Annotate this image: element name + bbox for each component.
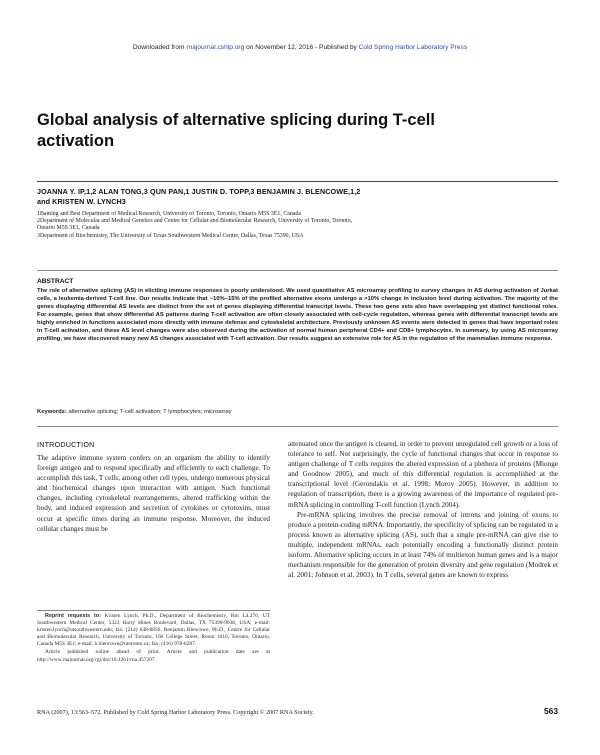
- download-prefix: Downloaded from: [132, 44, 187, 51]
- left-column: [37, 453, 270, 534]
- reprint-label: Reprint requests to:: [45, 613, 101, 619]
- article-note: Article published online ahead of print. Article and publication date are at http://www.rnajournal.org/cgi/doi/10.1261/rna.457207.: [37, 649, 270, 663]
- publisher-link[interactable]: Cold Spring Harbor Laboratory Press: [358, 44, 468, 51]
- intro-paragraph-2: Pre-mRNA splicing involves the precise removal of introns and joining of exons to produce a protein-coding mRNA. Importantly, the specificity of splicing can be regulated in a process known as alternative splicing (AS), such that a single pre-mRNA can give rise to multiple, independent mRNAs, each potentially encoding a functionally distinct protein isoform. Alternative splicing occurs in at least 74% of multiexon human genes and is a major mechanism responsible for the generation of protein diversity and gene regulation (Modrek et al. 2001; Johnson et al. 2003). In T cells, several genes are known to express: [288, 510, 558, 580]
- keywords: [37, 409, 558, 415]
- affiliation-2-cont: Ontario M5S 3E1, Canada: [37, 225, 100, 232]
- title-divider: [37, 181, 558, 182]
- reprint-note: [37, 613, 270, 648]
- intro-paragraph-1: The adaptive immune system confers on an organism the ability to identify foreign antigen and to respond specifically and efficiently to each challenge. To accomplish this task, T cells, among other cell types, undergo numerous physical and biochemical changes upon interaction with antigen. Such functional changes, including cytoskeletal rearrangements, altered trafficking within the body, and induced expression and secretion of cytokines or cytotoxins, must occur at specific times during an immune response. Moreover, the induced cellular changes must be: [37, 454, 270, 533]
- affiliation-1: 1Banting and Best Department of Medical Research, University of Toronto, Toronto, Ontario M5S 3E1, Canada: [37, 211, 301, 217]
- affiliation-2: 2Department of Molecular and Medical Genetics and Centre for Cellular and Biomolecular Research, University of Toronto, Toronto,: [37, 218, 353, 225]
- article-title: Global analysis of alternative splicing during T-cell activation: [37, 111, 435, 150]
- right-column: [288, 439, 558, 580]
- abstract-body: The role of alternative splicing (AS) in eliciting immune responses is poorly understood. We used quantitative AS microarray profiling to survey changes in AS during activation of Jurkat cells, a leukemia-derived T-cell line. Our results indicate that ~10%–15% of the profiled alternative exons undergo a >10% change in inclusion level during activation. The majority of the genes displaying differential AS levels are distinct from the set of genes displaying differential transcript levels. These two gene sets also have overlapping yet distinct functional roles. For example, genes that show differential AS patterns during T-cell activation are often closely associated with cell-cycle regulation, whereas genes with differential transcript levels are highly enriched in functions associated more directly with immune defense and cytoskeletal architecture. Previously unknown AS events were detected in genes that have important roles in T-cell activation, and these AS level changes were also observed during the activation of normal human peripheral CD4+ and CD8+ lymphocytes. In summary, by using AS microarray profiling, we have discovered many new AS changes associated with T-cell activation. Our results suggest an extensive role for AS in the regulation of the mammalian immune response.: [37, 288, 558, 343]
- reprint-text: Kristen Lynch, Ph.D., Department of Biochemistry, Rm L4.270, UT Southwestern Medical Center, 5323 Harry Hines Boulevard, Dallas, TX 75390-9038, USA; e-mail: kristen.lynch@utsouthwestern.edu; fax: (214) 648-8856. Benjamin Blencowe, Ph.D., Centre for Cellular and Biomolecular Research, University of Toronto, 160 College Street, Room 1016, Toronto, Ontario, Canada M5S 3E1; e-mail: b.blencowe@utoronto.ca; fax: (416) 978-8287.: [37, 613, 270, 648]
- footnote-divider: [37, 610, 270, 611]
- affiliation-3: 3Department of Biochemistry, The University of Texas Southwestern Medical Center, Dallas, Texas 75390, USA: [37, 232, 304, 239]
- keywords-list: alternative splicing; T-cell activation; T lymphocytes; microarray: [66, 409, 232, 415]
- keywords-label: Keywords:: [37, 409, 67, 415]
- intro-paragraph-1-cont: attenuated once the antigen is cleared, in order to prevent unregulated cell growth or a loss of tolerance to self. Not surprisingly, the cycle of functional changes that occur in response to antigen challenge of T cells requires the altered expression of a plethora of proteins (Mionge and Goodnow 2005), and much of this differential regulation is accomplished at the transcriptional level (Gerondakis et al. 1998; Moroy 2005). However, in addition to regulation of transcription, there is a growing awareness of the importance of regulated pre-mRNA splicing in controlling T-cell function (Lynch 2004).: [288, 440, 558, 509]
- author-list: [37, 187, 457, 207]
- download-middle: on November 12, 2016 - Published by: [244, 44, 359, 51]
- author-line-2: and KRISTEN W. LYNCH3: [37, 197, 126, 206]
- abstract-bottom-divider: [37, 426, 558, 427]
- abstract-heading: ABSTRACT: [37, 278, 74, 285]
- abstract-top-divider: [37, 270, 558, 271]
- footnotes: [37, 613, 270, 665]
- author-line-1: JOANNA Y. IP,1,2 ALAN TONG,3 QUN PAN,1 JUSTIN D. TOPP,3 BENJAMIN J. BLENCOWE,1,2: [37, 187, 361, 196]
- affiliations: [37, 211, 477, 240]
- download-notice: [0, 44, 600, 51]
- footer-citation: RNA (2007), 13:563–572. Published by Cold Spring Harbor Laboratory Press. Copyright © 2007 RNA Society.: [37, 709, 314, 716]
- site-link[interactable]: rnajournal.cshlp.org: [186, 44, 245, 51]
- intro-heading: INTRODUCTION: [37, 440, 95, 449]
- page-number: 563: [544, 706, 558, 716]
